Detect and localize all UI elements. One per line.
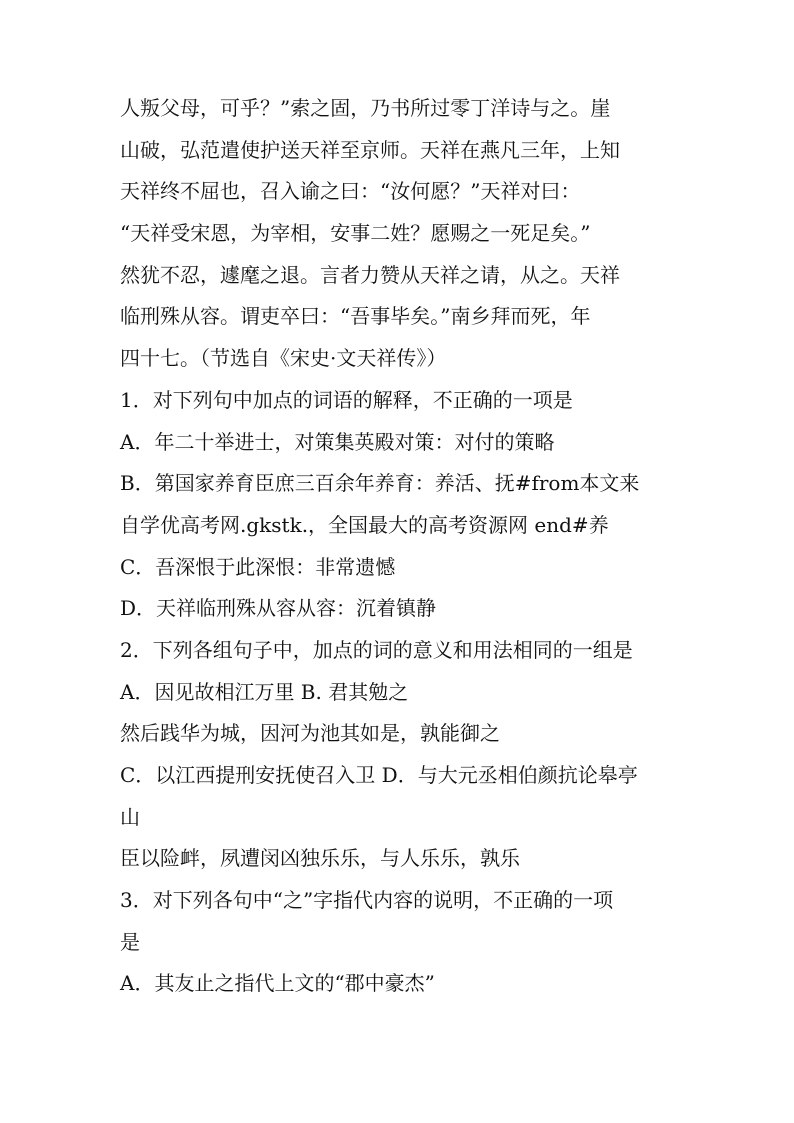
question-2-options-cd: C．以江西提刑安抚使召入卫 D．与大元丞相伯颜抗论皋亭 [120,763,638,787]
question-3-option-a: A．其友止之指代上文的“郡中豪杰” [120,971,435,996]
text-line: 然犹不忍，遽麾之退。言者力赞从天祥之请，从之。天祥 [120,262,620,287]
question-1-option-a: A．年二十举进士，对策集英殿对策：对付的策略 [120,429,555,454]
question-2-options-cd-continued: 臣以险衅，夙遭闵凶独乐乐，与人乐乐，孰乐 [120,846,520,871]
text-line: 临刑殊从容。谓吏卒曰：“吾事毕矣。”南乡拜而死，年 [120,304,591,329]
question-1-stem: 1．对下列句中加点的词语的解释，不正确的一项是 [120,387,573,412]
document-page [120,88,680,1005]
text-line: “天祥受宋恩，为宰相，安事二姓？愿赐之一死足矣。” [120,221,591,246]
text-line: 天祥终不屈也，召入谕之曰：“汝何愿？”天祥对曰： [120,179,581,204]
question-1-option-b-continued: 自学优高考网.gkstk.，全国最大的高考资源网 end#养 [120,512,609,537]
question-3-stem-wrap: 是 [120,929,140,954]
text-line: 山破，弘范遣使护送天祥至京师。天祥在燕凡三年，上知 [120,137,620,162]
question-2-options-cd-wrap: 山 [120,804,140,829]
text-line: 四十七。（节选自《宋史·文天祥传》） [120,346,447,371]
question-2-stem: 2．下列各组句子中，加点的词的意义和用法相同的一组是 [120,637,633,662]
question-2-options-ab: A．因见故相江万里 B. 君其勉之 [120,679,409,704]
question-2-options-ab-continued: 然后践华为城，因河为池其如是，孰能御之 [120,721,500,746]
question-1-option-b: B．第国家养育臣庶三百余年养育：养活、抚#from本文来 [120,471,640,496]
question-1-option-d: D．天祥临刑殊从容从容：沉着镇静 [120,596,437,621]
question-3-stem: 3．对下列各句中“之”字指代内容的说明，不正确的一项 [120,888,614,913]
text-line: 人叛父母，可乎？”索之固，乃书所过零丁洋诗与之。崖 [120,96,611,120]
question-1-option-c: C．吾深恨于此深恨：非常遗憾 [120,554,396,579]
